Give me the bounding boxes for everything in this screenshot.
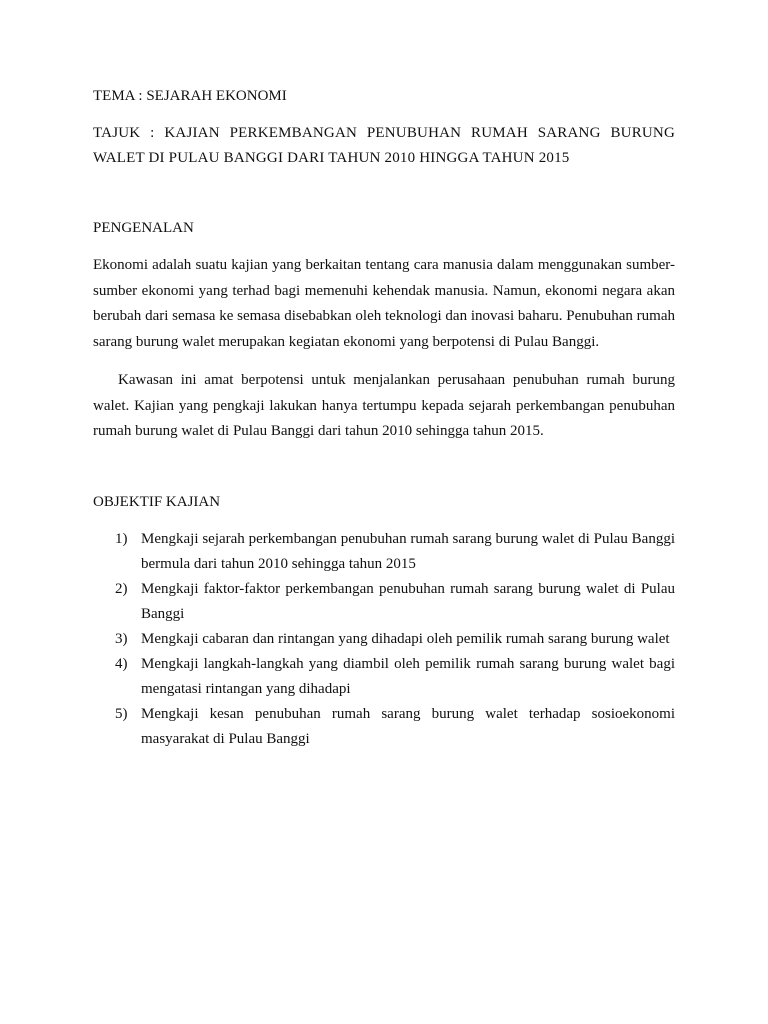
tema-line: TEMA : SEJARAH EKONOMI [93,88,287,104]
objektif-heading: OBJEKTIF KAJIAN [93,493,221,510]
list-item-text: Mengkaji kesan penubuhan rumah sarang burung walet terhadap sosioekonomi masyarakat di Pulau Banggi [141,705,675,747]
list-item-number: 1) [115,530,128,547]
list-item [93,702,675,752]
list-item-text: Mengkaji sejarah perkembangan penubuhan rumah sarang burung walet di Pulau Banggi bermula dari tahun 2010 sehingga tahun 2015 [141,530,675,572]
list-item [93,627,675,652]
pengenalan-paragraph-1: Ekonomi adalah suatu kajian yang berkaitan tentang cara manusia dalam menggunakan sumber-sumber ekonomi yang terhad bagi memenuhi kehendak manusia. Namun, ekonomi negara akan berubah dari semasa ke semasa disebabkan oleh teknologi dan inovasi baharu. Penubuhan rumah sarang burung walet merupakan kegiatan ekonomi yang berpotensi di Pulau Banggi. [93,257,675,350]
list-item-number: 3) [115,630,128,647]
pengenalan-paragraph-2: Kawasan ini amat berpotensi untuk menjalankan perusahaan penubuhan rumah burung walet. Kajian yang pengkaji lakukan hanya tertumpu kepada sejarah perkembangan penubuhan rumah burung walet di Pulau Banggi dari tahun 2010 sehingga tahun 2015. [93,372,675,439]
list-item [93,527,675,577]
list-item [93,577,675,627]
list-item [93,652,675,702]
list-item-number: 5) [115,705,128,722]
list-item-number: 2) [115,580,128,597]
list-item-text: Mengkaji cabaran dan rintangan yang dihadapi oleh pemilik rumah sarang burung walet [141,630,670,647]
list-item-number: 4) [115,655,128,672]
pengenalan-heading: PENGENALAN [93,220,194,236]
list-item-text: Mengkaji langkah-langkah yang diambil oleh pemilik rumah sarang burung walet bagi mengatasi rintangan yang dihadapi [141,655,675,697]
tajuk-title: TAJUK : KAJIAN PERKEMBANGAN PENUBUHAN RUMAH SARANG BURUNG WALET DI PULAU BANGGI DARI TAHUN 2010 HINGGA TAHUN 2015 [93,125,675,166]
list-item-text: Mengkaji faktor-faktor perkembangan penubuhan rumah sarang burung walet di Pulau Banggi [141,580,675,622]
objektif-list [93,527,675,752]
